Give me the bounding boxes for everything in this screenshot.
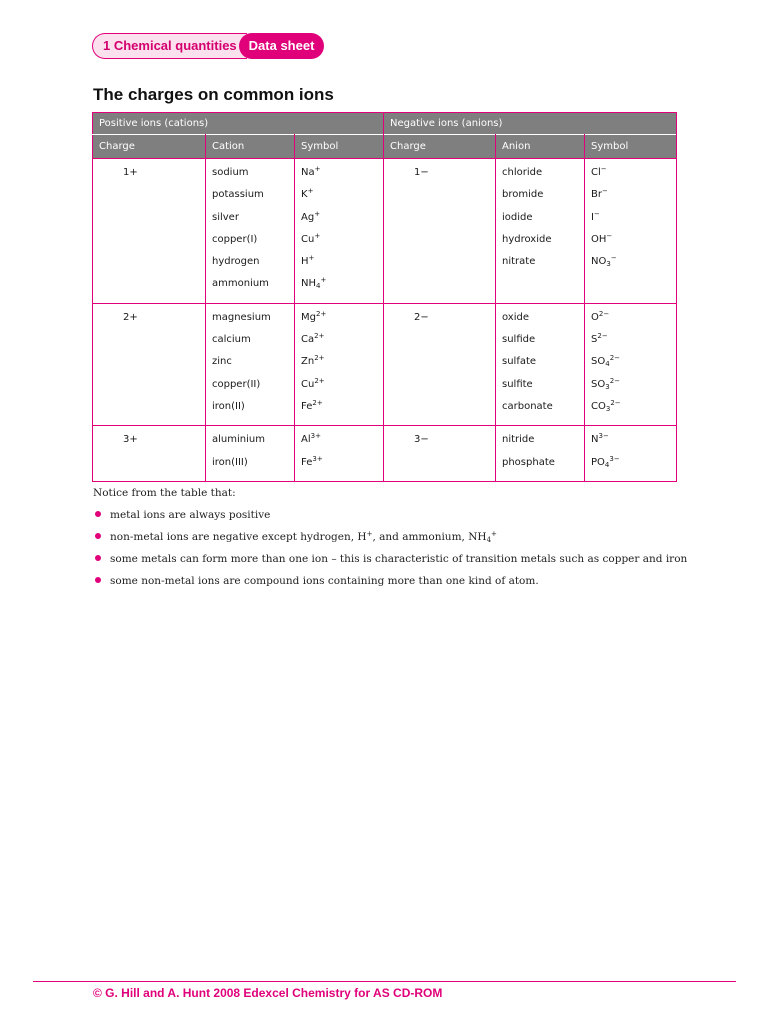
- section-tabs: [92, 33, 324, 59]
- table-row: [93, 426, 677, 482]
- note-superscript: +: [366, 530, 373, 538]
- symbol-base: NO: [591, 256, 607, 268]
- cation-name: iron(II): [212, 400, 245, 412]
- ion-symbol: [591, 187, 676, 209]
- symbol-base: Al: [301, 434, 311, 446]
- cation-symbol-cell: [295, 303, 384, 425]
- symbol-base: Mg: [301, 311, 316, 323]
- symbol-charge: 3−: [598, 432, 609, 441]
- anion-name: nitrate: [502, 256, 536, 268]
- symbol-charge: 2−: [610, 398, 621, 407]
- symbol-base: Na: [301, 167, 315, 178]
- symbol-charge: −: [610, 254, 617, 263]
- ion-symbol: [301, 377, 383, 399]
- symbol-charge: 2−: [597, 332, 608, 341]
- cation-charge: 2+: [123, 311, 138, 323]
- ion-symbol: [301, 455, 383, 477]
- symbol-base: Br: [591, 189, 602, 201]
- list-item: [93, 551, 693, 573]
- ion-symbol: [301, 187, 383, 209]
- symbol-charge: 2−: [598, 309, 610, 318]
- cation-name-cell: [206, 426, 295, 482]
- column-header: Charge: [93, 135, 206, 159]
- anion-name: iodide: [502, 211, 533, 223]
- column-header: Charge: [384, 135, 496, 159]
- note-text: metal ions are always positive: [110, 509, 271, 521]
- symbol-base: Zn: [301, 356, 315, 368]
- anion-charge: 1−: [414, 167, 429, 178]
- symbol-subscript: 3: [605, 382, 610, 391]
- symbol-base: H: [301, 256, 309, 268]
- column-header: Cation: [206, 135, 295, 159]
- anion-name: bromide: [502, 189, 544, 201]
- symbol-charge: 3−: [609, 454, 620, 463]
- symbol-base: NH: [301, 278, 316, 290]
- anion-name: carbonate: [502, 400, 553, 412]
- symbol-charge: +: [307, 187, 314, 196]
- notes-list: [93, 507, 693, 595]
- cation-name: zinc: [212, 356, 232, 368]
- ion-symbol: [591, 455, 676, 477]
- ion-symbol: [301, 232, 383, 254]
- note-text: some metals can form more than one ion – this is characteristic of transition metals such as copper and iron: [110, 553, 688, 565]
- anion-name: hydroxide: [502, 233, 552, 245]
- symbol-base: Fe: [301, 456, 313, 468]
- cation-charge-cell: [93, 426, 206, 482]
- group-header-row: [93, 113, 677, 135]
- ion-symbol: [591, 399, 676, 421]
- symbol-charge: +: [314, 231, 321, 240]
- anion-name-cell: [496, 159, 585, 304]
- symbol-base: OH: [591, 233, 607, 245]
- ion-symbol: [591, 210, 676, 232]
- symbol-charge: 3+: [310, 432, 321, 441]
- cation-name: aluminium: [212, 434, 265, 446]
- symbol-base: Cu: [301, 378, 315, 390]
- bullet-icon: [95, 577, 101, 583]
- cation-symbol-cell: [295, 159, 384, 304]
- note-text: non-metal ions are negative except hydrogen, H: [110, 531, 367, 543]
- anion-symbol-cell: [585, 303, 677, 425]
- positive-ions-header: Positive ions (cations): [93, 113, 384, 135]
- anion-name: sulfide: [502, 334, 536, 346]
- symbol-charge: 2−: [609, 354, 621, 363]
- ion-symbol: [301, 165, 383, 187]
- cation-charge: 1+: [123, 167, 138, 178]
- list-item: [93, 573, 693, 595]
- list-item: [93, 507, 693, 529]
- symbol-charge: 2+: [315, 309, 327, 318]
- ion-symbol: [591, 310, 676, 332]
- ion-symbol: [591, 254, 676, 276]
- symbol-base: S: [591, 334, 598, 346]
- note-text: some non-metal ions are compound ions containing more than one kind of atom.: [110, 575, 539, 587]
- cation-charge: 3+: [123, 434, 138, 446]
- cation-name: sodium: [212, 167, 249, 178]
- ion-symbol: [301, 399, 383, 421]
- symbol-base: Cu: [301, 233, 315, 245]
- anion-name: nitride: [502, 434, 535, 446]
- bullet-icon: [95, 511, 101, 517]
- note-text: , and ammonium, NH: [372, 531, 487, 543]
- cation-name: copper(II): [212, 378, 261, 390]
- notes-intro: Notice from the table that:: [93, 487, 236, 499]
- ion-symbol: [591, 432, 676, 454]
- symbol-charge: +: [308, 254, 315, 263]
- cation-name: iron(III): [212, 456, 248, 468]
- symbol-base: CO: [591, 400, 606, 412]
- symbol-charge: +: [320, 276, 327, 285]
- cation-name: calcium: [212, 334, 251, 346]
- data-sheet-tab: Data sheet: [239, 33, 325, 59]
- notes-section: [93, 487, 693, 595]
- symbol-charge: 2+: [314, 376, 325, 385]
- cation-name-cell: [206, 303, 295, 425]
- ion-symbol: [591, 377, 676, 399]
- ion-symbol: [591, 165, 676, 187]
- cation-charge-cell: [93, 303, 206, 425]
- ion-symbol: [591, 354, 676, 376]
- cation-name: copper(I): [212, 233, 258, 245]
- page-title: The charges on common ions: [93, 85, 334, 104]
- symbol-base: O: [591, 311, 599, 323]
- symbol-subscript: 4: [604, 460, 610, 469]
- symbol-subscript: 4: [316, 282, 321, 291]
- ion-symbol: [301, 354, 383, 376]
- symbol-charge: +: [314, 165, 321, 173]
- symbol-subscript: 3: [606, 260, 611, 269]
- column-header-row: [93, 135, 677, 159]
- cation-name: hydrogen: [212, 256, 260, 268]
- anion-name: sulfite: [502, 378, 533, 390]
- symbol-base: Cl: [591, 167, 601, 178]
- column-header: Symbol: [295, 135, 384, 159]
- cation-name: magnesium: [212, 311, 271, 323]
- symbol-charge: −: [601, 187, 608, 196]
- cation-name: silver: [212, 211, 239, 223]
- cation-symbol-cell: [295, 426, 384, 482]
- symbol-base: I: [591, 211, 594, 223]
- cation-name: ammonium: [212, 278, 269, 290]
- ion-symbol: [301, 332, 383, 354]
- cation-charge-cell: [93, 159, 206, 304]
- footer-divider: [33, 981, 736, 982]
- anion-charge: 2−: [414, 311, 429, 323]
- anion-name: oxide: [502, 311, 530, 323]
- note-subscript: 4: [486, 536, 492, 544]
- footer-copyright: © G. Hill and A. Hunt 2008 Edexcel Chemistry for AS CD-ROM: [93, 986, 443, 1000]
- symbol-subscript: 3: [605, 404, 611, 413]
- symbol-base: Ag: [301, 211, 315, 223]
- anion-name: sulfate: [502, 356, 537, 368]
- symbol-base: Ca: [301, 334, 315, 346]
- ion-symbol: [301, 310, 383, 332]
- ion-symbol: [301, 210, 383, 232]
- symbol-subscript: 4: [605, 360, 610, 369]
- negative-ions-header: Negative ions (anions): [384, 113, 677, 135]
- ion-symbol: [301, 432, 383, 454]
- anion-symbol-cell: [585, 426, 677, 482]
- ion-groups: [93, 159, 677, 482]
- ion-symbol: [301, 276, 383, 298]
- table-row: [93, 303, 677, 425]
- symbol-base: N: [591, 434, 599, 446]
- bullet-icon: [95, 555, 101, 561]
- symbol-charge: 3+: [312, 454, 323, 463]
- section-tab: 1 Chemical quantities: [92, 33, 247, 59]
- ions-table: [92, 112, 677, 482]
- anion-name-cell: [496, 426, 585, 482]
- symbol-charge: +: [314, 209, 321, 218]
- symbol-base: SO: [591, 356, 606, 368]
- symbol-charge: 2−: [609, 376, 621, 385]
- list-item: [93, 529, 693, 551]
- anion-name: chloride: [502, 167, 543, 178]
- cation-name-cell: [206, 159, 295, 304]
- symbol-charge: 2+: [312, 398, 323, 407]
- bullet-icon: [95, 533, 101, 539]
- symbol-charge: 2+: [314, 354, 325, 363]
- symbol-charge: 2+: [314, 332, 325, 341]
- symbol-charge: −: [593, 209, 600, 218]
- anion-name-cell: [496, 303, 585, 425]
- anion-charge-cell: [384, 303, 496, 425]
- table-row: [93, 159, 677, 304]
- symbol-base: K: [301, 189, 308, 201]
- anion-name: phosphate: [502, 456, 555, 468]
- ion-symbol: [591, 232, 676, 254]
- anion-charge: 3−: [414, 434, 429, 446]
- ion-symbol: [301, 254, 383, 276]
- symbol-charge: −: [600, 165, 607, 173]
- anion-charge-cell: [384, 159, 496, 304]
- cation-name: potassium: [212, 189, 264, 201]
- symbol-base: PO: [591, 456, 605, 468]
- anion-charge-cell: [384, 426, 496, 482]
- symbol-base: SO: [591, 378, 606, 390]
- note-superscript: +: [491, 530, 497, 538]
- ion-symbol: [591, 332, 676, 354]
- anion-symbol-cell: [585, 159, 677, 304]
- symbol-charge: −: [606, 231, 613, 240]
- symbol-base: Fe: [301, 400, 313, 412]
- column-header: Symbol: [585, 135, 677, 159]
- column-header: Anion: [496, 135, 585, 159]
